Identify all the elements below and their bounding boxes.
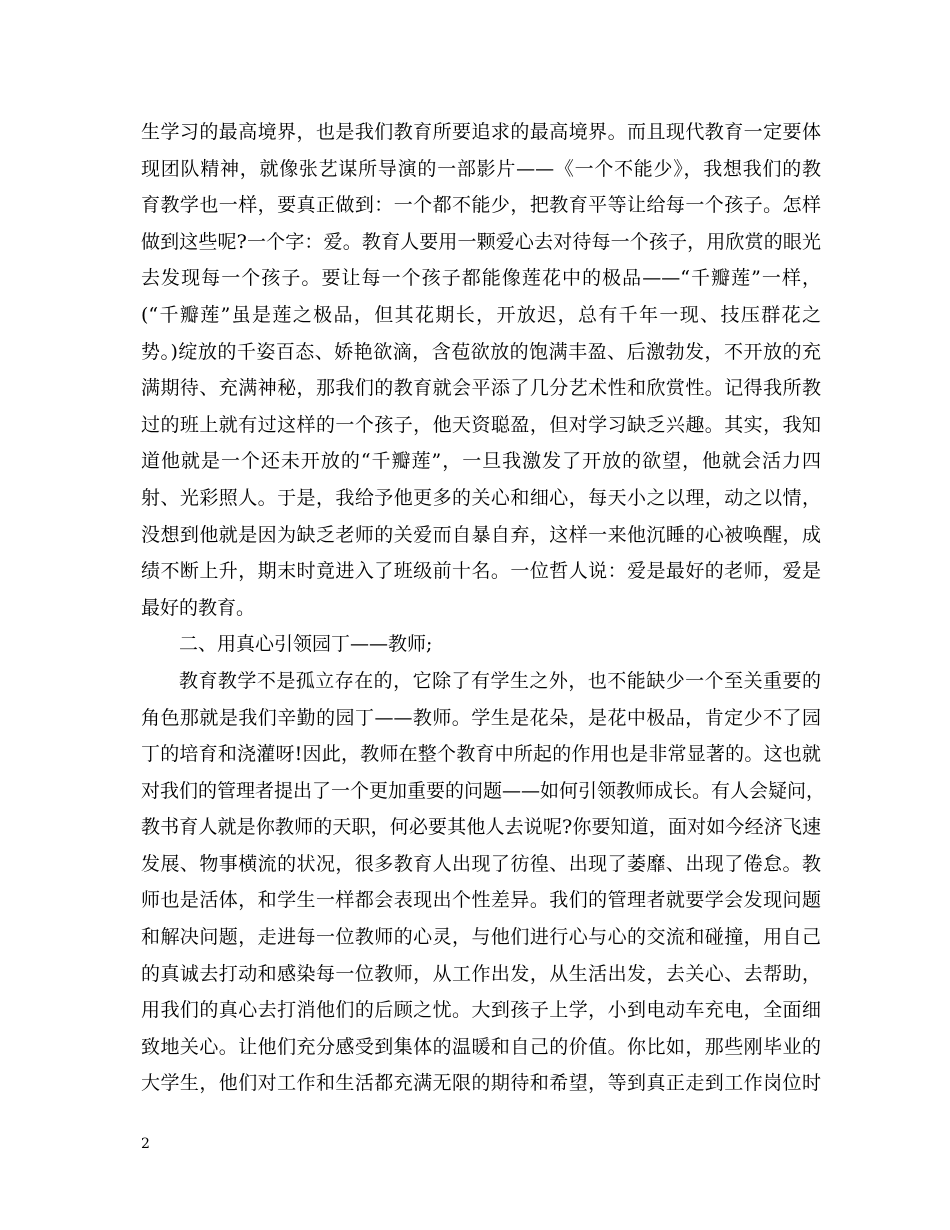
text-line: 致地关心。让他们充分感受到集体的温暖和自己的价值。你比如，那些刚毕业的 [141,1035,821,1058]
text-line: 现团队精神，就像张艺谋所导演的一部影片——《一个不能少》，我想我们的教 [141,157,821,180]
section-heading: 二、用真心引领园丁——教师; [179,633,433,656]
text-line: 的真诚去打动和感染每一位教师，从工作出发，从生活出发，去关心、去帮助， [141,962,821,985]
body-text [141,114,826,1102]
text-line: 师也是活体，和学生一样都会表现出个性差异。我们的管理者就要学会发现问题 [141,889,821,912]
text-line: 做到这些呢?一个字：爱。教育人要用一颗爱心去对待每一个孩子，用欣赏的眼光 [141,230,821,253]
paragraph-2 [141,663,826,1102]
text-line: 育教学也一样，要真正做到：一个都不能少，把教育平等让给每一个孩子。怎样 [141,194,821,217]
text-line: 势。)绽放的千姿百态、娇艳欲滴，含苞欲放的饱满丰盈、后激勃发，不开放的充 [141,340,821,363]
text-line: 角色那就是我们辛勤的园丁——教师。学生是花朵，是花中极品，肯定少不了园 [141,706,821,729]
text-line: 过的班上就有过这样的一个孩子，他天资聪盈，但对学习缺乏兴趣。其实，我知 [141,413,821,436]
text-line: (“千瓣莲”虽是莲之极品，但其花期长，开放迟，总有千年一现、技压群花之 [141,303,821,326]
text-line: 对我们的管理者提出了一个更加重要的问题——如何引领教师成长。有人会疑问， [141,779,826,802]
text-line: 大学生，他们对工作和生活都充满无限的期待和希望，等到真正走到工作岗位时 [141,1072,821,1095]
text-line: 用我们的真心去打消他们的后顾之忧。大到孩子上学，小到电动车充电，全面细 [141,999,821,1022]
text-line: 教育教学不是孤立存在的，它除了有学生之外，也不能缺少一个至关重要的 [179,669,821,692]
text-line: 去发现每一个孩子。要让每一个孩子都能像莲花中的极品——“千瓣莲”一样， [141,267,821,290]
text-line: 最好的教育。 [141,596,256,619]
page-number: 2 [141,1136,150,1152]
text-line: 教书育人就是你教师的天职，何必要其他人去说呢?你要知道，面对如今经济飞速 [141,816,821,839]
text-line: 丁的培育和浇灌呀!因此，教师在整个教育中所起的作用也是非常显著的。这也就 [141,743,821,766]
text-line: 道他就是一个还未开放的“千瓣莲”，一旦我激发了开放的欲望，他就会活力四 [141,450,821,473]
text-line: 绩不断上升，期末时竟进入了班级前十名。一位哲人说：爱是最好的老师，爱是 [141,560,821,583]
text-line: 满期待、充满神秘，那我们的教育就会平添了几分艺术性和欣赏性。记得我所教 [141,377,821,400]
text-line: 射、光彩照人。于是，我给予他更多的关心和细心，每天小之以理，动之以情， [141,486,821,509]
text-line: 发展、物事横流的状况，很多教育人出现了彷徨、出现了萎靡、出现了倦怠。教 [141,852,821,875]
text-line: 和解决问题，走进每一位教师的心灵，与他们进行心与心的交流和碰撞，用自己 [141,926,821,949]
text-line: 没想到他就是因为缺乏老师的关爱而自暴自弃，这样一来他沉睡的心被唤醒，成 [141,523,821,546]
text-line: 生学习的最高境界，也是我们教育所要追求的最高境界。而且现代教育一定要体 [141,121,821,143]
paragraph-1 [141,114,821,626]
